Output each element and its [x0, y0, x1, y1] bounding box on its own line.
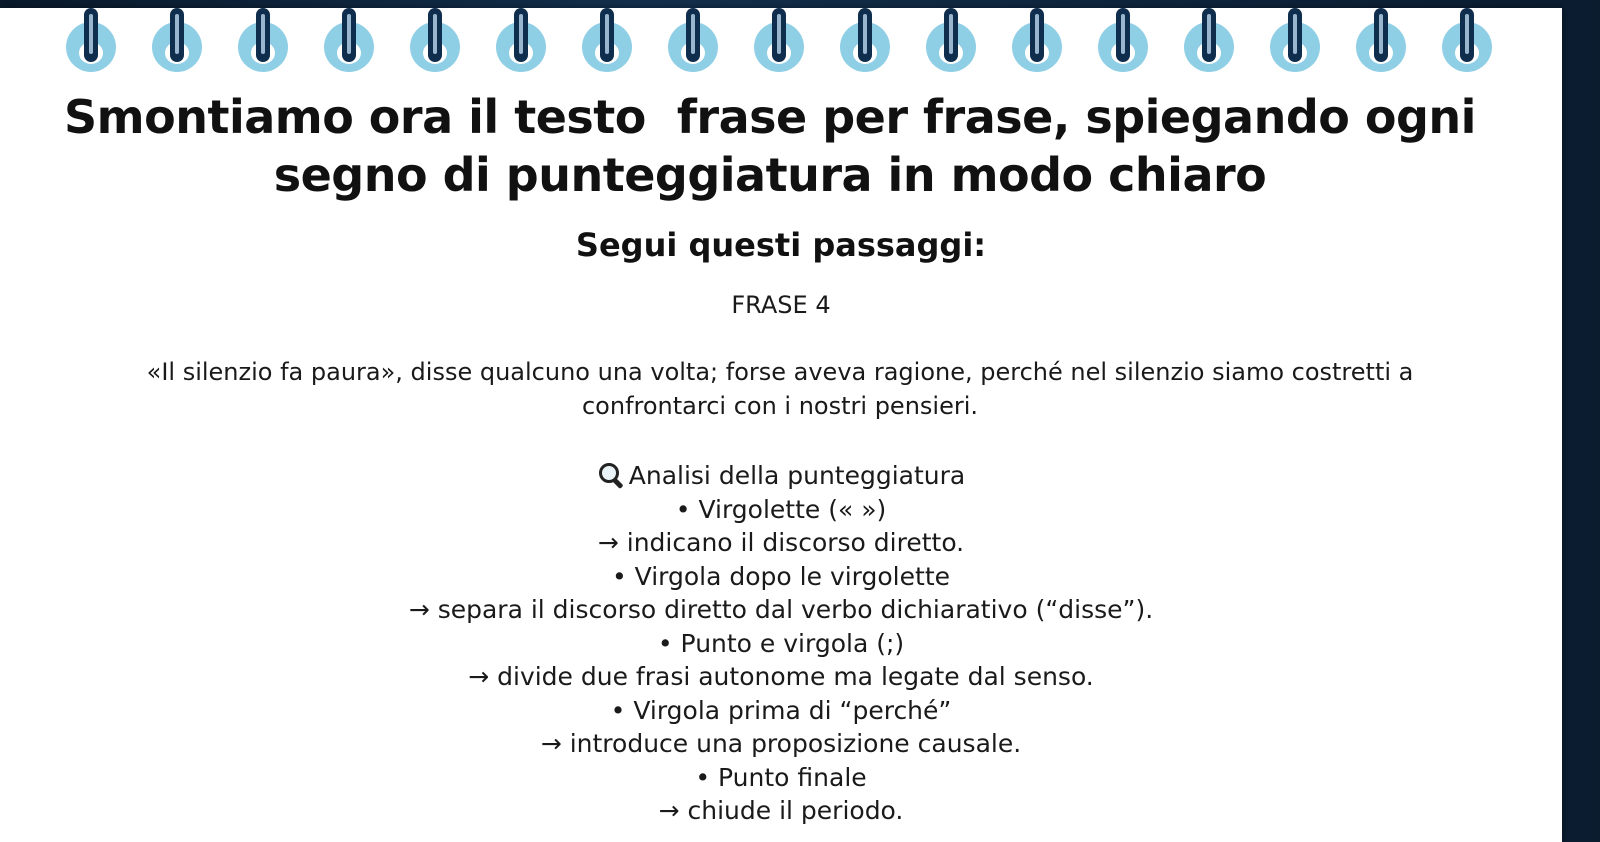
quote-line-1: «Il silenzio fa paura», disse qualcuno una volta; forse aveva ragione, perché nel silenzio siamo costretti a — [146, 358, 1414, 386]
analysis-heading-row — [0, 459, 1562, 493]
analysis-line: → divide due frasi autonome ma legate dal senso. — [468, 662, 1094, 691]
section-label: FRASE 4 — [731, 291, 831, 319]
spiral-ring — [1356, 22, 1406, 72]
spiral-ring — [1270, 22, 1320, 72]
spiral-ring — [1098, 22, 1148, 72]
subtitle: Segui questi passaggi: — [575, 226, 987, 264]
spiral-ring — [152, 22, 202, 72]
quoted-sentence — [70, 355, 1490, 423]
spiral-ring — [410, 22, 460, 72]
analysis-line: • Virgola prima di “perché” — [610, 695, 952, 725]
spiral-ring — [582, 22, 632, 72]
analysis-heading: Analisi della punteggiatura — [628, 461, 966, 490]
spiral-ring — [668, 22, 718, 72]
quote-line-2: confrontarci con i nostri pensieri. — [581, 392, 979, 420]
title-line-1: Smontiamo ora il testo frase per frase, spiegando ogni — [64, 90, 1476, 144]
analysis-line: • Punto e virgola (;) — [657, 628, 905, 658]
analysis-line: → indicano il discorso diretto. — [597, 528, 965, 557]
analysis-line: → introduce una proposizione causale. — [540, 729, 1022, 758]
spiral-ring — [238, 22, 288, 72]
spiral-ring — [1442, 22, 1492, 72]
analysis-line: • Punto finale — [695, 762, 867, 792]
spiral-ring — [324, 22, 374, 72]
spiral-ring — [66, 22, 116, 72]
analysis-line: → chiude il periodo. — [658, 796, 904, 825]
spiral-ring — [1184, 22, 1234, 72]
spiral-ring — [840, 22, 890, 72]
spiral-binding — [0, 8, 1562, 88]
analysis-line: • Virgolette (« ») — [675, 494, 887, 524]
magnifying-glass-icon — [597, 461, 625, 487]
title-line-2: segno di punteggiatura in modo chiaro — [273, 148, 1267, 202]
spiral-ring — [926, 22, 976, 72]
spiral-ring — [496, 22, 546, 72]
spiral-ring — [1012, 22, 1062, 72]
page-title — [60, 88, 1480, 204]
analysis-line: • Virgola dopo le virgolette — [611, 561, 950, 591]
analysis-line: → separa il discorso diretto dal verbo dichiarativo (“disse”). — [408, 595, 1154, 624]
spiral-ring — [754, 22, 804, 72]
punctuation-analysis — [0, 459, 1562, 828]
notebook-page — [0, 8, 1562, 842]
